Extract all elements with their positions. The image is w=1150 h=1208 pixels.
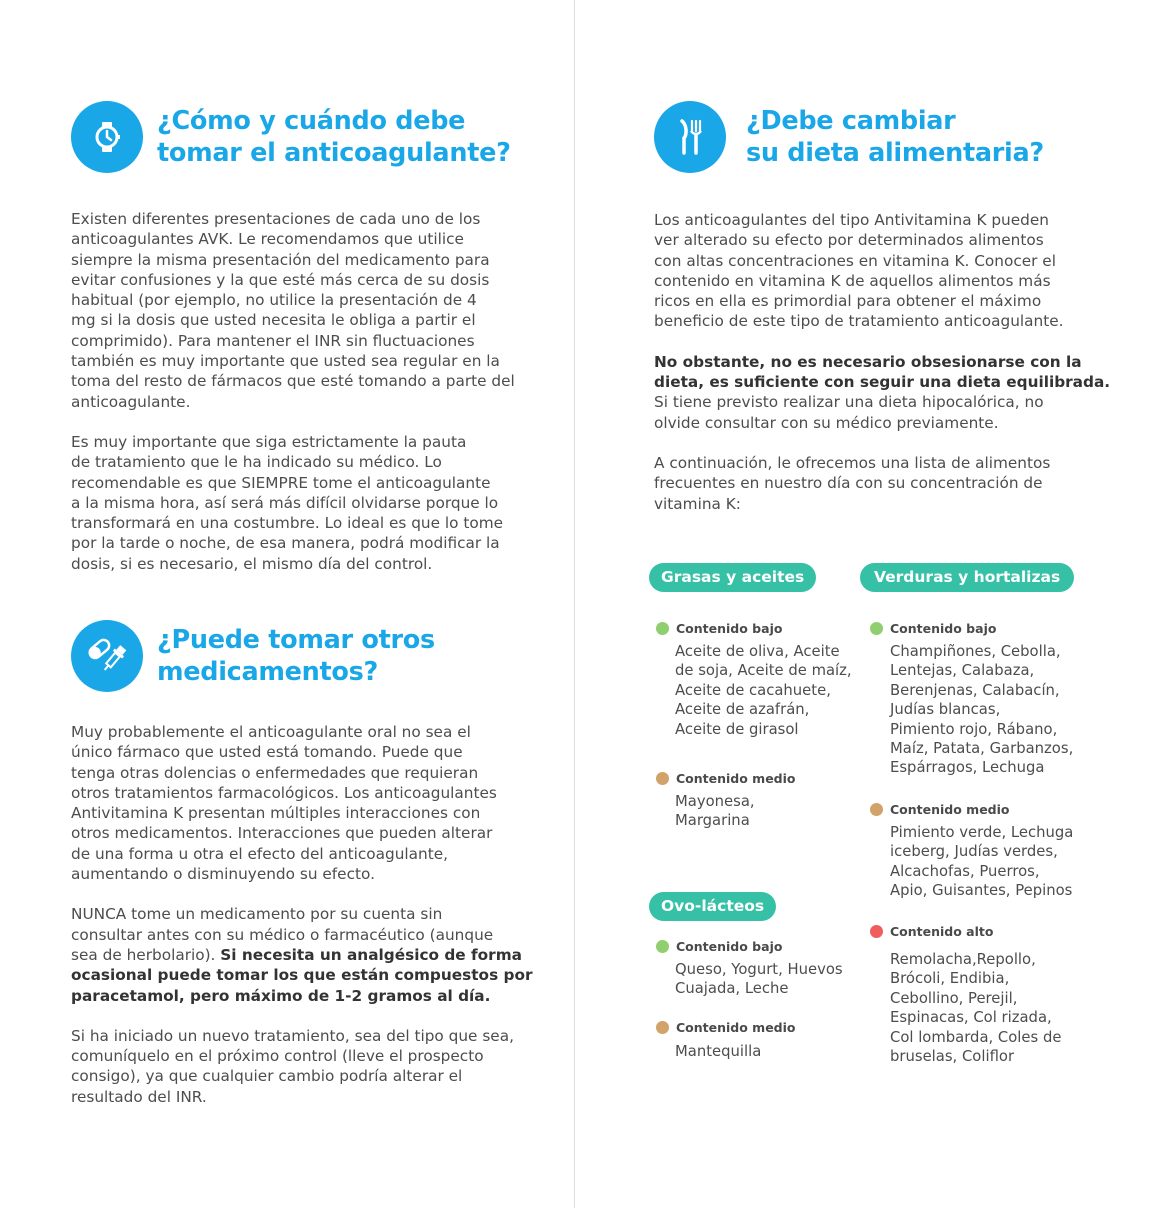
section-header-how-when bbox=[71, 101, 511, 173]
paragraph: NUNCA tome un medicamento por su cuenta sin consultar antes con su médico o farmacéutico (aunque sea de herbolario). Si necesita un analgésico de forma ocasional puede tomar los que están compuestos por paracetamol, pero máximo de 1-2 gramos al día. bbox=[71, 905, 533, 1005]
level-high-verduras: Contenido alto bbox=[870, 924, 993, 939]
medium-dot-icon bbox=[870, 803, 883, 816]
paragraph: Es muy importante que siga estrictamente la pauta de tratamiento que le ha indicado su médico. Lo recomendable es que SIEMPRE tome el anticoagulante a la misma hora, así será más difícil olvidarse porque lo transformará en una costumbre. Lo ideal es que lo tome por la tarde o noche, de esa manera, podrá modificar la dosis, si es necesario, el mismo día del control. bbox=[71, 432, 504, 573]
food-list-ovo-low: Queso, Yogurt, Huevos Cuajada, Leche bbox=[675, 961, 843, 998]
food-list-verduras-high: Remolacha,Repollo, Brócoli, Endibia, Cebollino, Perejil, Espinacas, Col rizada, Col lombarda, Coles de bruselas, Coliflor bbox=[890, 951, 1062, 1066]
cutlery-icon bbox=[654, 101, 726, 173]
diet-body bbox=[654, 210, 1114, 514]
level-low-grasas: Contenido bajo bbox=[656, 621, 782, 636]
level-low-verduras: Contenido bajo bbox=[870, 621, 996, 636]
section-header-other-medicines bbox=[71, 620, 435, 692]
level-low-ovo: Contenido bajo bbox=[656, 939, 782, 954]
paragraph: A continuación, le ofrecemos una lista de alimentos frecuentes en nuestro día con su concentración de vitamina K: bbox=[654, 453, 1051, 513]
high-dot-icon bbox=[870, 925, 883, 938]
paragraph: No obstante, no es necesario obsesionarse con la dieta, es suficiente con seguir una dieta equilibrada. Si tiene previsto realizar una dieta hipocalórica, no olvide consultar con su médico previamente. bbox=[654, 352, 1111, 432]
food-list-grasas-low: Aceite de oliva, Aceite de soja, Aceite de maíz, Aceite de cacahuete, Aceite de azafrán, Aceite de girasol bbox=[675, 643, 852, 738]
medium-dot-icon bbox=[656, 772, 669, 785]
paragraph: Muy probablemente el anticoagulante oral no sea el único fármaco que usted está tomando. Puede que tenga otras dolencias o enfermedades que requieran otros tratamientos farmacológicos. Los anticoagulantes Antivitamina K presentan múltiples interacciones con otros medicamentos. Interacciones que pueden alterar de una forma u otra el efecto del anticoagulante, aumentando o disminuyendo su efecto. bbox=[71, 723, 497, 884]
level-medium-ovo: Contenido medio bbox=[656, 1020, 796, 1035]
level-medium-verduras: Contenido medio bbox=[870, 802, 1010, 817]
category-pill-grasas: Grasas y aceites bbox=[649, 563, 816, 592]
section1-body bbox=[71, 209, 531, 574]
section-header-diet bbox=[654, 101, 1044, 173]
section-title-diet: ¿Debe cambiar su dieta alimentaria? bbox=[746, 106, 1044, 168]
category-pill-ovo: Ovo-lácteos bbox=[649, 892, 776, 921]
food-list-ovo-medium: Mantequilla bbox=[675, 1043, 762, 1060]
level-medium-grasas: Contenido medio bbox=[656, 771, 796, 786]
low-dot-icon bbox=[656, 940, 669, 953]
food-list-verduras-low: Champiñones, Cebolla, Lentejas, Calabaza, Berenjenas, Calabacín, Judías blancas, Pimiento rojo, Rábano, Maíz, Patata, Garbanzos, Espárragos, Lechuga bbox=[890, 643, 1074, 777]
paragraph: Existen diferentes presentaciones de cada uno de los anticoagulantes AVK. Le recomendamos que utilice siempre la misma presentación del medicamento para evitar confusiones y la que esté más cerca de su dosis habitual (por ejemplo, no utilice la presentación de 4 mg si la dosis que usted necesita le obliga a partir el comprimido). Para mantener el INR sin fluctuaciones también es muy importante que usted sea regular en la toma del resto de fármacos que esté tomando a parte del anticoagulante. bbox=[71, 210, 515, 411]
food-list-grasas-medium: Mayonesa, Margarina bbox=[675, 793, 755, 830]
section-title-how-when: ¿Cómo y cuándo debe tomar el anticoagulante? bbox=[157, 106, 511, 168]
low-dot-icon bbox=[870, 622, 883, 635]
food-list-verduras-medium: Pimiento verde, Lechuga iceberg, Judías verdes, Alcachofas, Puerros, Apio, Guisantes, Pepinos bbox=[890, 824, 1074, 900]
page-divider bbox=[574, 0, 575, 1208]
pill-dropper-icon bbox=[71, 620, 143, 692]
category-pill-verduras: Verduras y hortalizas bbox=[860, 563, 1074, 592]
section-title-other-medicines: ¿Puede tomar otros medicamentos? bbox=[157, 625, 435, 687]
paragraph: Si ha iniciado un nuevo tratamiento, sea del tipo que sea, comuníquelo en el próximo control (lleve el prospecto consigo), ya que cualquier cambio podría alterar el resultado del INR. bbox=[71, 1026, 514, 1106]
watch-icon bbox=[71, 101, 143, 173]
medium-dot-icon bbox=[656, 1021, 669, 1034]
low-dot-icon bbox=[656, 622, 669, 635]
paragraph: Los anticoagulantes del tipo Antivitamina K pueden ver alterado su efecto por determinados alimentos con altas concentraciones en vitamina K. Conocer el contenido en vitamina K de aquellos alimentos más ricos en ella es primordial para obtener el máximo beneficio de este tipo de tratamiento anticoagulante. bbox=[654, 211, 1064, 331]
section2-body bbox=[71, 722, 531, 1107]
